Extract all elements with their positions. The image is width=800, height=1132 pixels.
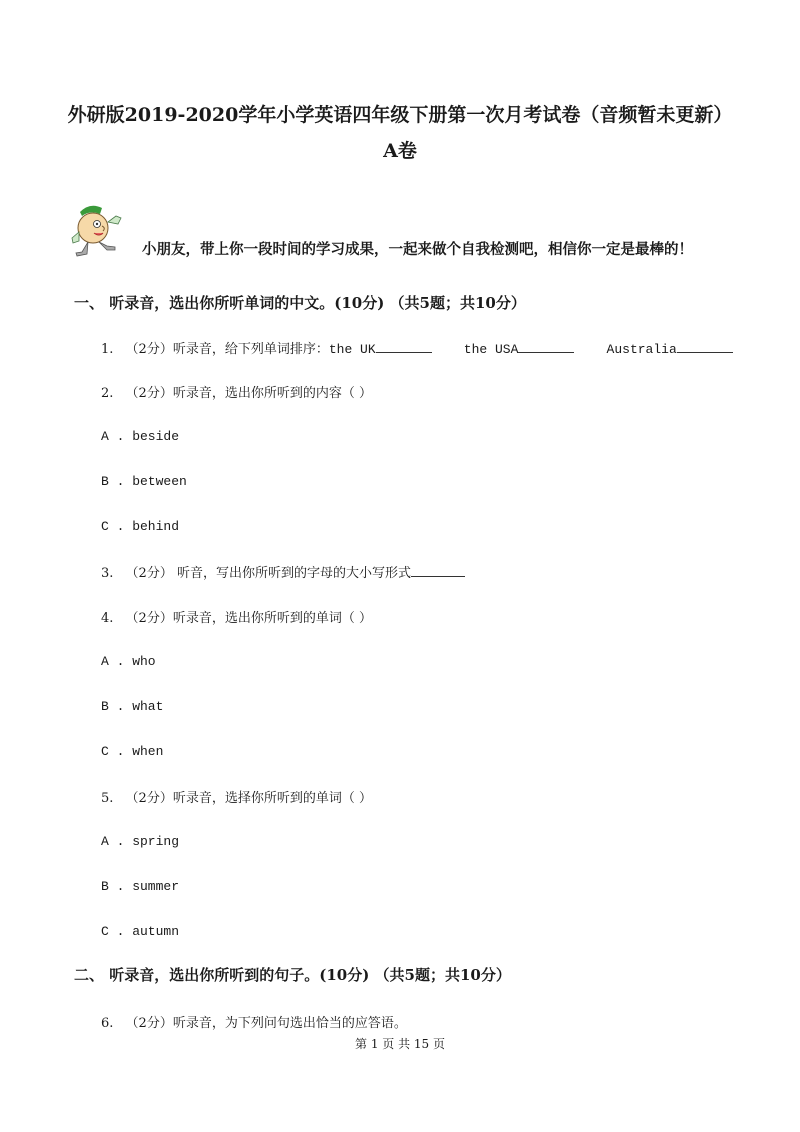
question-number: 6. <box>101 1016 114 1031</box>
question-text: 听音，写出你所听到的字母的大小写形式 <box>172 566 411 581</box>
option-a[interactable]: A . beside <box>101 429 180 444</box>
section-heading-2: 二、 听录音，选出你所听到的句子。(10分) （共5题；共10分） <box>74 966 511 984</box>
question-4 <box>101 607 372 626</box>
answer-item-2-label: the USA <box>463 342 519 357</box>
answer-blank[interactable] <box>411 564 465 577</box>
option-b[interactable]: B . between <box>101 474 187 489</box>
question-number: 1. <box>101 342 114 357</box>
question-text: 听录音，为下列问句选出恰当的应答语。 <box>172 1016 407 1031</box>
answer-item-1-label: the UK <box>328 342 376 357</box>
option-c[interactable]: C . autumn <box>101 924 180 939</box>
question-5 <box>101 787 372 806</box>
option-b[interactable]: B . summer <box>101 879 180 894</box>
question-text: 听录音，选出你所听到的内容（ ） <box>172 386 372 401</box>
question-score: （2分） <box>125 566 173 581</box>
section-heading-1: 一、 听录音，选出你所听单词的中文。(10分) （共5题；共10分） <box>74 294 526 312</box>
question-number: 4. <box>101 611 114 626</box>
question-score: （2分） <box>125 611 173 626</box>
answer-item-3-label: Australia <box>606 342 677 357</box>
page-footer: 第 1 页 共 15 页 <box>355 1037 445 1051</box>
question-score: （2分） <box>125 386 173 401</box>
option-b[interactable]: B . what <box>101 699 164 714</box>
answer-blank-1[interactable] <box>376 340 432 353</box>
question-score: （2分） <box>125 791 173 806</box>
document-title: 外研版2019-2020学年小学英语四年级下册第一次月考试卷（音频暂未更新） <box>67 104 733 126</box>
question-text: 听录音，给下列单词排序： <box>172 342 329 357</box>
question-number: 2. <box>101 386 114 401</box>
intro-text: 小朋友，带上你一段时间的学习成果，一起来做个自我检测吧，相信你一定是最棒的！ <box>142 241 693 258</box>
question-text: 听录音，选出你所听到的单词（ ） <box>172 611 372 626</box>
document-subtitle: A卷 <box>383 140 417 162</box>
question-6 <box>101 1012 407 1031</box>
question-score: （2分） <box>125 1016 173 1031</box>
cartoon-mascot-icon <box>66 202 128 260</box>
answer-blank-2[interactable] <box>518 340 574 353</box>
option-c[interactable]: C . behind <box>101 519 180 534</box>
answer-blank-3[interactable] <box>677 340 733 353</box>
question-1 <box>101 338 733 357</box>
question-3 <box>101 562 465 581</box>
question-text: 听录音，选择你所听到的单词（ ） <box>172 791 372 806</box>
question-2 <box>101 382 372 401</box>
question-number: 3. <box>101 566 114 581</box>
option-a[interactable]: A . who <box>101 654 156 669</box>
option-c[interactable]: C . when <box>101 744 164 759</box>
option-a[interactable]: A . spring <box>101 834 180 849</box>
question-score: （2分） <box>125 342 173 357</box>
question-number: 5. <box>101 791 114 806</box>
